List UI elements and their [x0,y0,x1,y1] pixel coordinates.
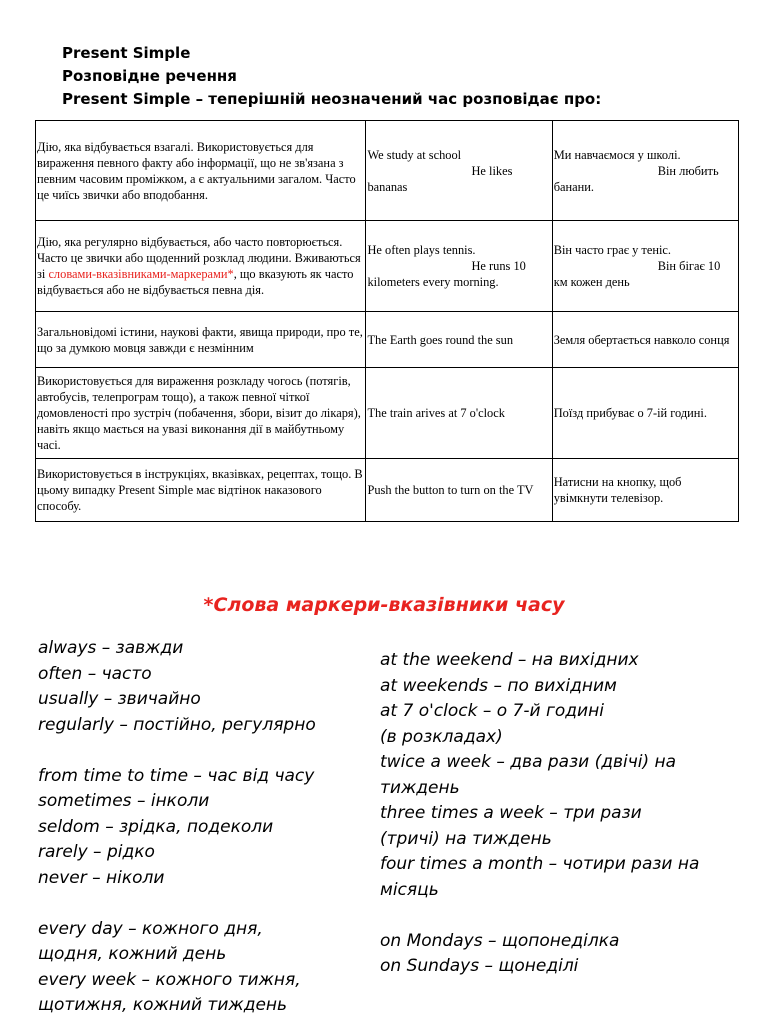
marker-item: usually – звичайно [38,689,201,709]
marker-item: every day – кожного дня, [38,918,263,939]
marker-item: on Sundays – щонеділі [380,956,579,976]
heading-sentence-type: Розповідне речення [62,67,237,85]
usage-description: Використовується для вираження розкладу чогось (потягів, автобусів, телепрограм тощо), а також певної чіткої домовленості про зустріч (побачення, збори, візит до лікаря), навіть якщо мається на увазі виконання дії в майбутньому часі. [36,368,366,459]
translation-line: банани. [553,179,595,194]
marker-item: always – завжди [38,638,184,658]
ukrainian-translation: Земля обертається навколо сонця [552,312,738,368]
marker-words-link: словами-вказівниками-маркерами* [48,267,234,281]
marker-item: щодня, кожний день [38,944,227,964]
example-line: kilometers every morning. [367,275,499,289]
translation-line: Він любить [657,163,719,178]
description-text: Дію, яка регулярно відбувається, або часто повторюється. Часто це звички або щоденний розклад людини. Вживаються зі [37,235,361,281]
marker-item: often – часто [38,663,152,684]
marker-item: seldom – зрідка, подеколи [38,816,274,837]
marker-item: from time to time – час від часу [38,765,315,786]
example-line: He runs 10 [471,259,526,273]
english-example: The Earth goes round the sun [366,312,552,368]
marker-item: місяць [380,879,439,900]
marker-item: never – ніколи [38,867,165,888]
table-row [36,312,739,368]
english-example: The train arives at 7 o'clock [366,368,552,459]
marker-item: on Mondays – щопонеділка [380,930,620,951]
heading-usage-intro: Present Simple – теперішній неозначений час розповідає про: [62,90,602,108]
usage-table [35,120,739,522]
marker-item: (тричі) на тиждень [380,828,552,849]
marker-item: four times a month – чотири рази на [380,854,700,874]
marker-item: sometimes – інколи [38,791,210,811]
table-row [36,221,739,312]
marker-item: regularly – постійно, регулярно [38,714,316,735]
example-line: He likes [471,163,513,178]
english-example [366,121,552,221]
marker-item: every week – кожного тижня, [38,969,301,990]
english-example [366,221,552,312]
marker-item: щотижня, кожний тиждень [38,995,288,1015]
usage-description: Загальновідомі істини, наукові факти, явища природи, про те, що за думкою мовця завжди є незмінним [36,312,366,368]
marker-item: at weekends – по вихідним [380,675,617,696]
translation-line: км кожен день [553,275,630,289]
marker-item: twice a week – два рази (двічі) на [380,752,677,772]
translation-line: Він бігає 10 [657,259,721,273]
translation-line: Ми навчаємося у школі. [553,147,681,162]
ukrainian-translation: Поїзд прибуває о 7-ій годині. [552,368,738,459]
english-example: Push the button to turn on the TV [366,459,552,522]
description-text: , що вказують як часто відбувається або не відбувається певна дія. [37,267,354,297]
marker-item: three times a week – три рази [380,803,642,823]
usage-description: Дію, яка відбувається взагалі. Використовується для вираження певного факту або інформації, що не зв'язана з певним часовим проміжком, а є актуальними загалом. Часто це чиїсь звички або вподобання. [36,121,366,221]
table-row [36,121,739,221]
example-line: We study at school [367,147,462,162]
table-row [36,368,739,459]
table-row [36,459,739,522]
translation-line: Він часто грає у теніс. [553,243,672,257]
ukrainian-translation [552,121,738,221]
document-headings [62,42,601,111]
marker-item: rarely – рідко [38,842,155,862]
marker-words-title: *Слова маркери-вказівники часу [203,594,565,616]
example-line: bananas [367,179,408,194]
marker-list-left [38,636,316,1019]
marker-item: тиждень [380,777,460,798]
ukrainian-translation: Натисни на кнопку, щоб увімкнути телевізор. [552,459,738,522]
usage-description: Використовується в інструкціях, вказівках, рецептах, тощо. В цьому випадку Present Simple має відтінок наказового способу. [36,459,366,522]
heading-present-simple: Present Simple [62,44,191,62]
marker-list-right [380,648,699,980]
usage-description [36,221,366,312]
ukrainian-translation [552,221,738,312]
marker-item: (в розкладах) [380,726,503,747]
example-line: He often plays tennis. [367,243,476,257]
marker-item: at the weekend – на вихідних [380,650,639,670]
marker-item: at 7 o'clock – о 7-й годині [380,701,604,721]
